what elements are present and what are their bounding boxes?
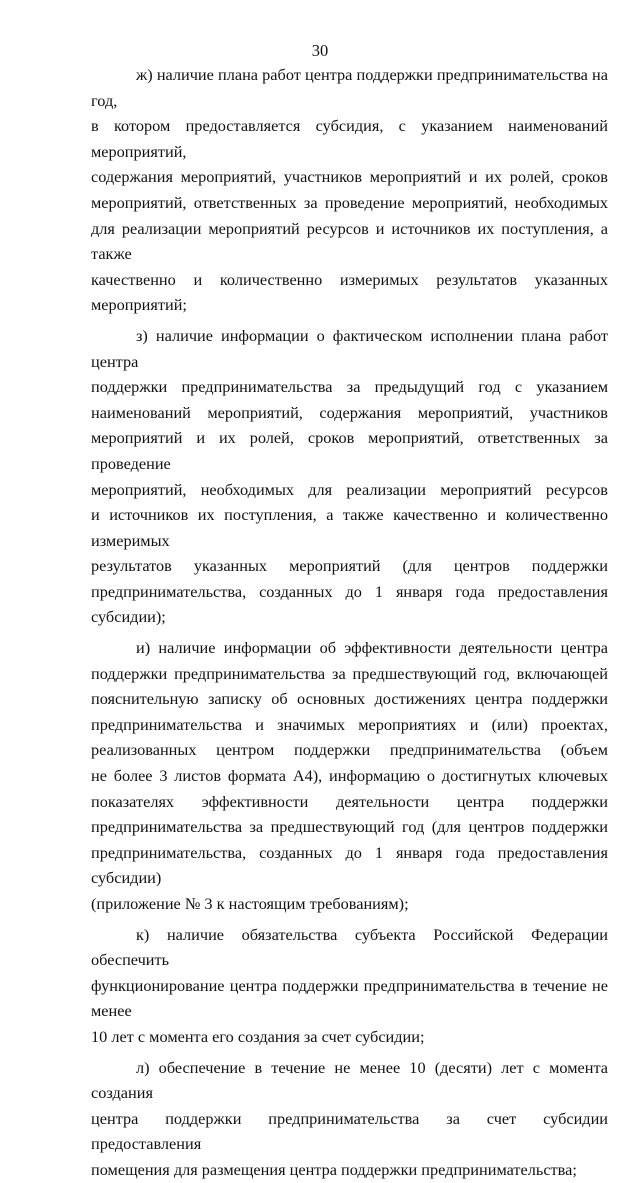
text-line: л) обеспечение в течение не менее 10 (десяти) лет с момента создания <box>91 1057 608 1103</box>
text-line: ж) наличие плана работ центра поддержки предпринимательства на год, <box>91 65 608 110</box>
paragraph-z <box>91 323 608 630</box>
text-line: показателях эффективности деятельности центра поддержки <box>91 791 608 811</box>
text-line: центра поддержки предпринимательства за счет субсидии предоставления <box>91 1108 608 1154</box>
text-line: в котором предоставляется субсидия, с указанием наименований мероприятий, <box>91 116 608 161</box>
text-line: поддержки предпринимательства за предшествующий год, включающей <box>91 663 608 683</box>
text-line: мероприятий, необходимых для реализации мероприятий ресурсов <box>91 479 608 499</box>
paragraph-zh <box>91 62 608 318</box>
text-line: реализованных центром поддержки предпринимательства (объем <box>91 740 608 760</box>
text-line: к) наличие обязательства субъекта Российской Федерации обеспечить <box>91 924 608 970</box>
page-number: 30 <box>311 41 329 60</box>
paragraph-l <box>91 1055 608 1183</box>
text-line: предпринимательства, созданных до 1 января года предоставления субсидии); <box>91 581 608 627</box>
text-line: содержания мероприятий, участников мероприятий и их ролей, сроков <box>91 167 608 187</box>
text-line: мероприятий, ответственных за проведение мероприятий, необходимых <box>91 192 608 212</box>
text-line: и) наличие информации об эффективности деятельности центра <box>136 638 608 658</box>
text-line: для реализации мероприятий ресурсов и источников их поступления, а также <box>91 218 608 264</box>
text-line: и источников их поступления, а также качественно и количественно измеримых <box>91 505 608 550</box>
text-line: з) наличие информации о фактическом исполнении плана работ центра <box>91 325 608 371</box>
text-line: помещения для размещения центра поддержки предпринимательства; <box>91 1159 577 1179</box>
text-line: предпринимательства, созданных до 1 января года предоставления субсидии) <box>91 842 608 888</box>
paragraph-k <box>91 922 608 1050</box>
text-line: качественно и количественно измеримых результатов указанных мероприятий; <box>91 269 608 315</box>
text-line: мероприятий и их ролей, сроков мероприятий, ответственных за проведение <box>91 428 608 473</box>
text-line: предпринимательства и значимых мероприятиях и (или) проектах, <box>91 714 608 734</box>
paragraph-i <box>91 635 608 917</box>
text-line: 10 лет с момента его создания за счет субсидии; <box>91 1026 425 1046</box>
text-line: пояснительную записку об основных достижениях центра поддержки <box>91 689 608 709</box>
document-body <box>91 62 608 1183</box>
text-line: функционирование центра поддержки предпринимательства в течение не менее <box>91 975 608 1021</box>
text-line: результатов указанных мероприятий (для центров поддержки <box>91 556 608 576</box>
text-line: (приложение № 3 к настоящим требованиям); <box>91 894 409 913</box>
text-line: поддержки предпринимательства за предыдущий год с указанием <box>91 377 608 397</box>
text-line: не более 3 листов формата А4), информацию о достигнутых ключевых <box>91 766 608 786</box>
text-line: наименований мероприятий, содержания мероприятий, участников <box>91 402 608 422</box>
text-line: предпринимательства за предшествующий год (для центров поддержки <box>91 817 608 837</box>
